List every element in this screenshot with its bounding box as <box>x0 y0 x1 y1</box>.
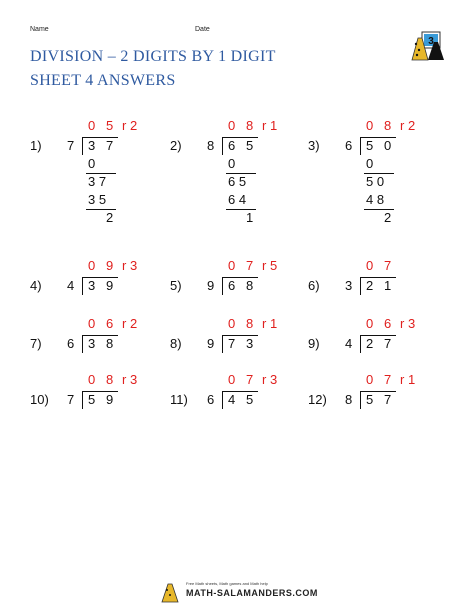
working-line: 1 <box>246 210 254 225</box>
division-bracket-top <box>222 277 258 278</box>
remainder: r 1 <box>262 118 278 133</box>
working-line: 0 <box>366 156 374 171</box>
dividend-digit: 2 <box>366 278 374 293</box>
division-bracket-top <box>222 391 258 392</box>
problem-3 <box>308 118 438 238</box>
problem-number: 7) <box>30 336 42 351</box>
remainder: r 3 <box>400 316 416 331</box>
quotient-digit: 8 <box>384 118 392 133</box>
quotient-digit: 5 <box>106 118 114 133</box>
problem-number: 9) <box>308 336 320 351</box>
quotient-digit: 0 <box>88 118 96 133</box>
dividend-digit: 4 <box>228 392 236 407</box>
working-line: 2 <box>106 210 114 225</box>
dividend-digit: 5 <box>366 392 374 407</box>
dividend-digit: 5 <box>246 138 254 153</box>
division-bracket-vertical <box>222 277 223 295</box>
working-line: 0 <box>88 156 96 171</box>
quotient-digit: 0 <box>366 372 374 387</box>
quotient-digit: 7 <box>246 258 254 273</box>
dividend-digit: 8 <box>106 336 114 351</box>
quotient-digit: 7 <box>384 372 392 387</box>
working-line: 0 <box>228 156 236 171</box>
dividend-digit: 1 <box>384 278 392 293</box>
footer-logo-icon <box>160 580 182 604</box>
division-bracket-top <box>222 335 258 336</box>
dividend-digit: 3 <box>246 336 254 351</box>
divisor: 7 <box>67 392 75 407</box>
dividend-digit: 7 <box>384 336 392 351</box>
division-bracket-top <box>360 137 396 138</box>
footer <box>160 580 318 606</box>
divisor: 7 <box>67 138 75 153</box>
division-bracket-vertical <box>82 335 83 353</box>
dividend-digit: 6 <box>228 278 236 293</box>
remainder: r 2 <box>122 118 138 133</box>
remainder: r 2 <box>122 316 138 331</box>
quotient-digit: 7 <box>384 258 392 273</box>
dividend-digit: 5 <box>246 392 254 407</box>
divisor: 4 <box>67 278 75 293</box>
division-bracket-vertical <box>222 391 223 409</box>
division-bracket-top <box>360 277 396 278</box>
quotient-digit: 0 <box>228 316 236 331</box>
division-bracket-vertical <box>82 391 83 409</box>
name-label: Name <box>30 26 49 33</box>
worksheet-subtitle: SHEET 4 ANSWERS <box>30 72 176 89</box>
logo-number: 3 <box>428 36 434 47</box>
quotient-digit: 8 <box>246 118 254 133</box>
problem-number: 12) <box>308 392 327 407</box>
quotient-digit: 8 <box>246 316 254 331</box>
dividend-digit: 8 <box>246 278 254 293</box>
divisor: 9 <box>207 336 215 351</box>
problem-number: 5) <box>170 278 182 293</box>
working-line: 6 5 <box>228 174 247 189</box>
division-bracket-top <box>360 335 396 336</box>
quotient-digit: 0 <box>228 118 236 133</box>
remainder: r 1 <box>262 316 278 331</box>
division-bracket-vertical <box>360 137 361 155</box>
quotient-digit: 0 <box>88 258 96 273</box>
division-bracket-vertical <box>360 277 361 295</box>
division-bracket-vertical <box>360 335 361 353</box>
division-bracket-vertical <box>222 137 223 155</box>
dividend-digit: 3 <box>88 138 96 153</box>
dividend-digit: 3 <box>88 336 96 351</box>
divisor: 8 <box>207 138 215 153</box>
footer-brand: MATH-SALAMANDERS.COM <box>186 588 318 598</box>
divisor: 8 <box>345 392 353 407</box>
dividend-digit: 7 <box>228 336 236 351</box>
divisor: 6 <box>67 336 75 351</box>
salamander-logo-icon <box>408 30 448 64</box>
dividend-digit: 9 <box>106 392 114 407</box>
remainder: r 5 <box>262 258 278 273</box>
division-bracket-vertical <box>360 391 361 409</box>
divisor: 9 <box>207 278 215 293</box>
footer-tagline: Free Math sheets, Math games and Math help <box>186 581 268 586</box>
problem-number: 10) <box>30 392 49 407</box>
division-bracket-top <box>222 137 258 138</box>
dividend-digit: 5 <box>88 392 96 407</box>
remainder: r 1 <box>400 372 416 387</box>
divisor: 6 <box>345 138 353 153</box>
remainder: r 2 <box>400 118 416 133</box>
division-bracket-top <box>82 335 118 336</box>
quotient-digit: 0 <box>366 258 374 273</box>
divisor: 6 <box>207 392 215 407</box>
quotient-digit: 0 <box>88 372 96 387</box>
dividend-digit: 7 <box>106 138 114 153</box>
remainder: r 3 <box>262 372 278 387</box>
problem-number: 3) <box>308 138 320 153</box>
remainder: r 3 <box>122 372 138 387</box>
problem-number: 8) <box>170 336 182 351</box>
problem-number: 11) <box>170 392 188 407</box>
date-label: Date <box>195 26 210 33</box>
working-line: 2 <box>384 210 392 225</box>
quotient-digit: 8 <box>106 372 114 387</box>
quotient-digit: 9 <box>106 258 114 273</box>
division-bracket-vertical <box>222 335 223 353</box>
dividend-digit: 7 <box>384 392 392 407</box>
problem-number: 6) <box>308 278 320 293</box>
problem-1 <box>30 118 160 238</box>
dividend-digit: 5 <box>366 138 374 153</box>
quotient-digit: 0 <box>228 372 236 387</box>
working-line: 3 7 <box>88 174 107 189</box>
working-line: 3 5 <box>88 192 107 207</box>
divisor: 4 <box>345 336 353 351</box>
working-line: 5 0 <box>366 174 385 189</box>
quotient-digit: 7 <box>246 372 254 387</box>
division-bracket-top <box>82 391 118 392</box>
problem-11 <box>170 372 300 492</box>
remainder: r 3 <box>122 258 138 273</box>
problem-number: 1) <box>30 138 42 153</box>
dividend-digit: 9 <box>106 278 114 293</box>
dividend-digit: 3 <box>88 278 96 293</box>
problem-10 <box>30 372 160 492</box>
quotient-digit: 6 <box>384 316 392 331</box>
division-bracket-vertical <box>82 277 83 295</box>
working-line: 6 4 <box>228 192 247 207</box>
division-bracket-top <box>82 137 118 138</box>
working-line: 4 8 <box>366 192 385 207</box>
worksheet-title: DIVISION – 2 DIGITS BY 1 DIGIT <box>30 48 276 65</box>
division-bracket-vertical <box>82 137 83 155</box>
quotient-digit: 0 <box>366 118 374 133</box>
divisor: 3 <box>345 278 353 293</box>
quotient-digit: 0 <box>88 316 96 331</box>
problem-number: 2) <box>170 138 182 153</box>
dividend-digit: 2 <box>366 336 374 351</box>
division-bracket-top <box>82 277 118 278</box>
dividend-digit: 6 <box>228 138 236 153</box>
dividend-digit: 0 <box>384 138 392 153</box>
quotient-digit: 0 <box>228 258 236 273</box>
problem-12 <box>308 372 438 492</box>
division-bracket-top <box>360 391 396 392</box>
quotient-digit: 0 <box>366 316 374 331</box>
problem-number: 4) <box>30 278 42 293</box>
problem-2 <box>170 118 300 238</box>
quotient-digit: 6 <box>106 316 114 331</box>
